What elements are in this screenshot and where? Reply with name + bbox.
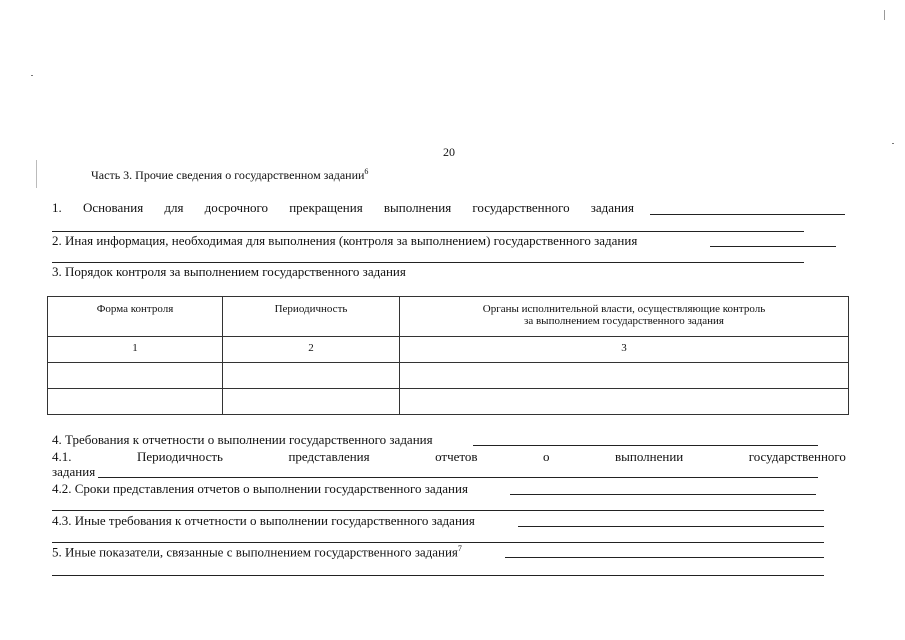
table-cell: 1	[48, 337, 223, 363]
fill-line[interactable]	[52, 262, 804, 263]
scan-speck	[892, 143, 894, 144]
fill-line[interactable]	[505, 557, 824, 558]
item-4-1-word: представления	[288, 449, 370, 464]
item-1-word: государственного	[472, 200, 570, 215]
item-5-other-indicators	[52, 544, 462, 560]
footnote-mark: 6	[364, 167, 369, 176]
item-4-1-word: отчетов	[435, 449, 478, 464]
item-2-other-info: 2. Иная информация, необходимая для выполнения (контроля за выполнением) государственного задания	[52, 233, 638, 248]
fill-line[interactable]	[52, 510, 824, 511]
scan-speck	[36, 160, 37, 188]
item-3-control-order: 3. Порядок контроля за выполнением государственного задания	[52, 264, 406, 279]
item-4-1-word: выполнении	[615, 449, 684, 464]
table-cell[interactable]	[48, 363, 223, 389]
item-4-1-word: 4.1.	[52, 449, 72, 464]
item-4-1-word: Периодичность	[136, 449, 223, 464]
part-title: Часть 3. Прочие сведения о государственном задании	[91, 168, 365, 182]
fill-line[interactable]	[52, 231, 804, 232]
part-heading	[91, 167, 368, 183]
item-4-1-word: государственного	[748, 449, 846, 464]
item-1-word: прекращения	[289, 200, 363, 215]
item-1-word: для	[164, 200, 184, 215]
item-4-1-word: о	[543, 449, 550, 464]
item-1-word: выполнения	[383, 200, 452, 215]
table-cell[interactable]	[48, 389, 223, 415]
table-cell[interactable]	[400, 363, 849, 389]
table-row	[48, 363, 849, 389]
fill-line[interactable]	[710, 246, 836, 247]
table-cell: 2	[223, 337, 400, 363]
table-row	[48, 389, 849, 415]
item-1-grounds	[52, 200, 634, 216]
fill-line[interactable]	[510, 494, 816, 495]
item-1-word: Основания	[82, 200, 144, 215]
table-header-cell: Органы исполнительной власти, осуществляющие контроль за выполнением государственного задания	[400, 297, 849, 337]
item-4-1-frequency	[52, 449, 846, 465]
table-header-cell: Форма контроля	[48, 297, 223, 337]
fill-line[interactable]	[518, 526, 824, 527]
page-number: 20	[443, 145, 455, 159]
item-4-reporting-requirements: 4. Требования к отчетности о выполнении государственного задания	[52, 432, 433, 447]
item-4-3-other-requirements: 4.3. Иные требования к отчетности о выполнении государственного задания	[52, 513, 475, 528]
fill-line[interactable]	[52, 542, 824, 543]
fill-line[interactable]	[98, 477, 818, 478]
fill-line[interactable]	[473, 445, 818, 446]
item-1-word: досрочного	[204, 200, 269, 215]
table-cell[interactable]	[400, 389, 849, 415]
table-header-cell: Периодичность	[223, 297, 400, 337]
scan-speck	[884, 10, 885, 20]
scan-speck	[31, 75, 33, 76]
control-table	[47, 296, 849, 415]
item-1-word: задания	[590, 200, 634, 215]
table-number-row	[48, 337, 849, 363]
item-4-2-deadlines: 4.2. Сроки представления отчетов о выполнении государственного задания	[52, 481, 468, 496]
fill-line[interactable]	[650, 214, 845, 215]
table-cell: 3	[400, 337, 849, 363]
table-cell[interactable]	[223, 363, 400, 389]
footnote-mark: 7	[457, 544, 462, 553]
fill-line[interactable]	[52, 575, 824, 576]
item-1-word: 1.	[52, 200, 62, 215]
table-header-row	[48, 297, 849, 337]
item-4-1-continuation: задания	[52, 464, 96, 479]
item-5-text: 5. Иные показатели, связанные с выполнением государственного задания	[52, 544, 458, 560]
table-cell[interactable]	[223, 389, 400, 415]
